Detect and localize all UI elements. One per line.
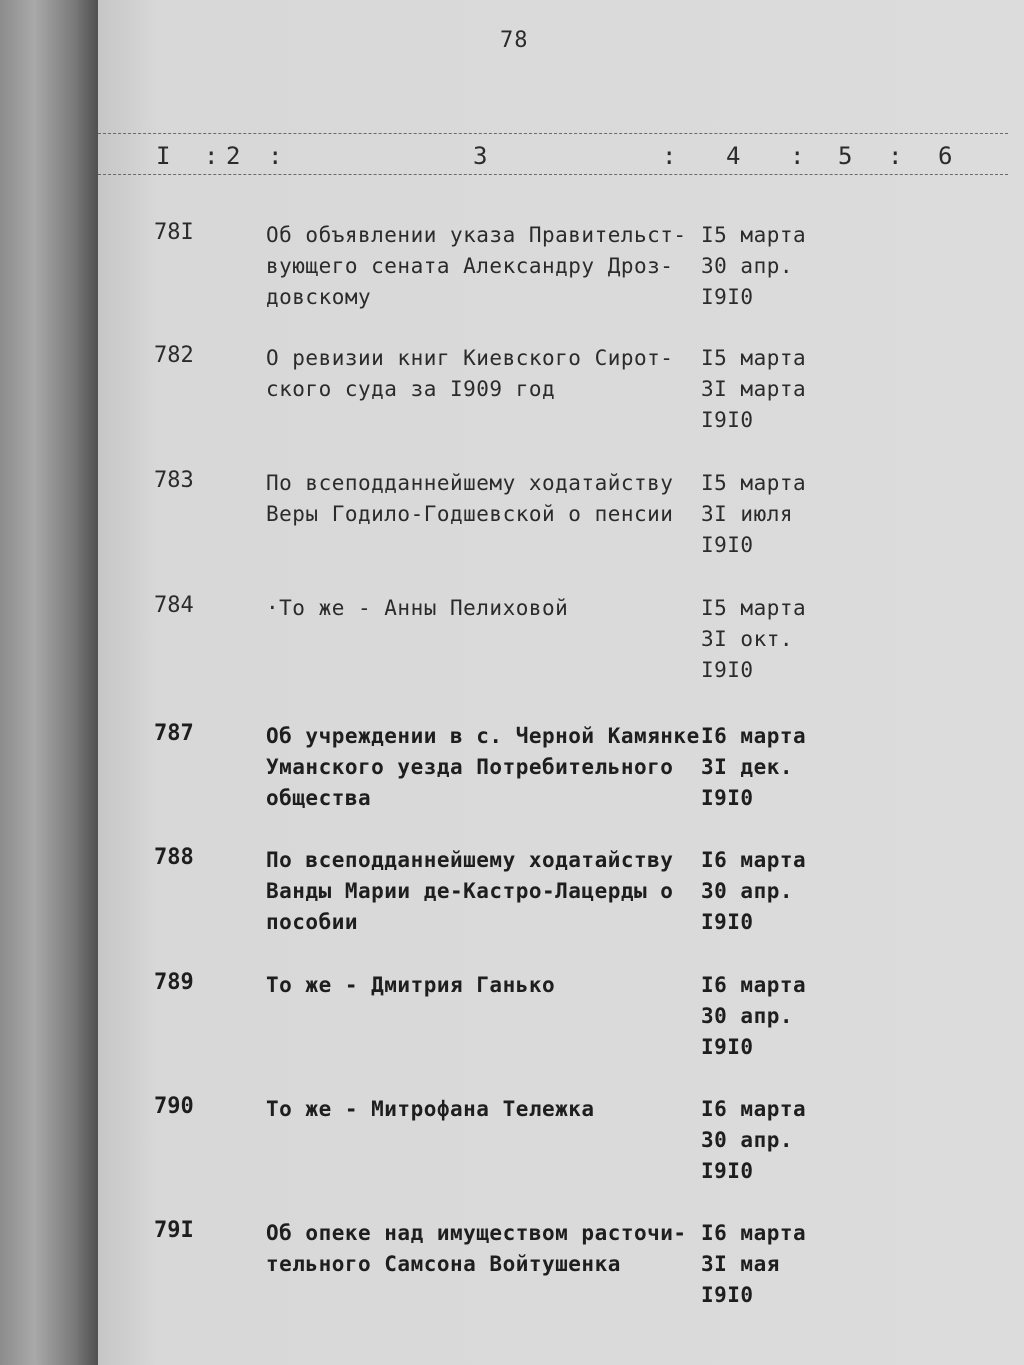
start-date: I5 марта — [701, 346, 807, 370]
entry-title-line: Уманского уезда Потребительного — [266, 755, 674, 779]
end-date: 3I марта — [701, 377, 807, 401]
end-date: 3I июля — [701, 502, 794, 526]
entry-dates — [701, 721, 851, 814]
column-header-separator: : — [268, 142, 283, 170]
entry-number: 787 — [154, 721, 194, 746]
year: I9I0 — [701, 910, 754, 934]
column-header-5: 5 — [838, 142, 853, 170]
entry-title-line: довскому — [266, 285, 372, 309]
end-date: 3I окт. — [701, 627, 794, 651]
entry-title — [266, 1218, 696, 1280]
entry-dates — [701, 1218, 851, 1311]
entry-title-line: вующего сената Александру Дроз- — [266, 254, 674, 278]
year: I9I0 — [701, 1159, 754, 1183]
entry-dates — [701, 468, 851, 561]
entry-title-line: общества — [266, 786, 372, 810]
entry-number: 788 — [154, 845, 194, 870]
page-number: 78 — [500, 28, 529, 53]
column-header-separator: : — [790, 142, 805, 170]
start-date: I6 марта — [701, 1221, 807, 1245]
entry-title-line: тельного Самсона Войтушенка — [266, 1252, 621, 1276]
entry-dates — [701, 970, 851, 1063]
entry-number: 790 — [154, 1094, 194, 1119]
column-header-3: 3 — [473, 142, 488, 170]
entry-title — [266, 220, 696, 313]
end-date: 3I мая — [701, 1252, 780, 1276]
entry-title-line: пособии — [266, 910, 359, 934]
document-page — [98, 0, 1024, 1365]
entry-dates — [701, 593, 851, 686]
entry-number: 789 — [154, 970, 194, 995]
year: I9I0 — [701, 533, 754, 557]
end-date: 3I дек. — [701, 755, 794, 779]
entry-dates — [701, 1094, 851, 1187]
start-date: I6 марта — [701, 1097, 807, 1121]
column-header-separator: : — [888, 142, 903, 170]
year: I9I0 — [701, 285, 754, 309]
year: I9I0 — [701, 658, 754, 682]
start-date: I5 марта — [701, 596, 807, 620]
entry-title-line: То же - Дмитрия Ганько — [266, 973, 556, 997]
adjacent-page-edge — [0, 0, 98, 1365]
column-header-separator: : — [204, 142, 219, 170]
start-date: I6 марта — [701, 973, 807, 997]
year: I9I0 — [701, 1283, 754, 1307]
entry-number: 783 — [154, 468, 194, 493]
start-date: I5 марта — [701, 223, 807, 247]
entry-title-line: Веры Годило-Годшевской о пенсии — [266, 502, 674, 526]
entry-title-line: По всеподданнейшему ходатайству — [266, 471, 674, 495]
entry-number: 782 — [154, 343, 194, 368]
entry-title-line: О ревизии книг Киевского Сирот- — [266, 346, 674, 370]
year: I9I0 — [701, 786, 754, 810]
entry-title — [266, 593, 696, 624]
column-header-1: I — [156, 142, 171, 170]
entry-dates — [701, 845, 851, 938]
entry-title-line: ского суда за I909 год — [266, 377, 556, 401]
entry-title-line: Об опеке над имуществом расточи- — [266, 1221, 687, 1245]
entry-title-line: Об объявлении указа Правительст- — [266, 223, 687, 247]
entry-number: 78I — [154, 220, 194, 245]
start-date: I6 марта — [701, 724, 807, 748]
entry-dates — [701, 220, 851, 313]
entry-title — [266, 721, 700, 814]
start-date: I6 марта — [701, 848, 807, 872]
end-date: 30 апр. — [701, 1004, 794, 1028]
entry-number: 784 — [154, 593, 194, 618]
entry-title — [266, 1094, 696, 1125]
column-header-2: 2 — [226, 142, 241, 170]
entry-title-line: Ванды Марии де-Кастро-Лацерды о — [266, 879, 674, 903]
start-date: I5 марта — [701, 471, 807, 495]
column-header-separator: : — [662, 142, 677, 170]
column-header-4: 4 — [726, 142, 741, 170]
column-header-6: 6 — [938, 142, 953, 170]
end-date: 30 апр. — [701, 254, 794, 278]
year: I9I0 — [701, 408, 754, 432]
end-date: 30 апр. — [701, 1128, 794, 1152]
entry-title — [266, 845, 696, 938]
entry-title-line: По всеподданнейшему ходатайству — [266, 848, 674, 872]
entry-number: 79I — [154, 1218, 194, 1243]
end-date: 30 апр. — [701, 879, 794, 903]
entry-title-line: Об учреждении в с. Черной Камянке — [266, 724, 700, 748]
entry-title — [266, 343, 696, 405]
entry-title — [266, 970, 696, 1001]
entry-dates — [701, 343, 851, 436]
entry-title-line: ·То же - Анны Пелиховой — [266, 596, 569, 620]
year: I9I0 — [701, 1035, 754, 1059]
entry-title — [266, 468, 696, 530]
entry-title-line: То же - Митрофана Тележка — [266, 1097, 595, 1121]
